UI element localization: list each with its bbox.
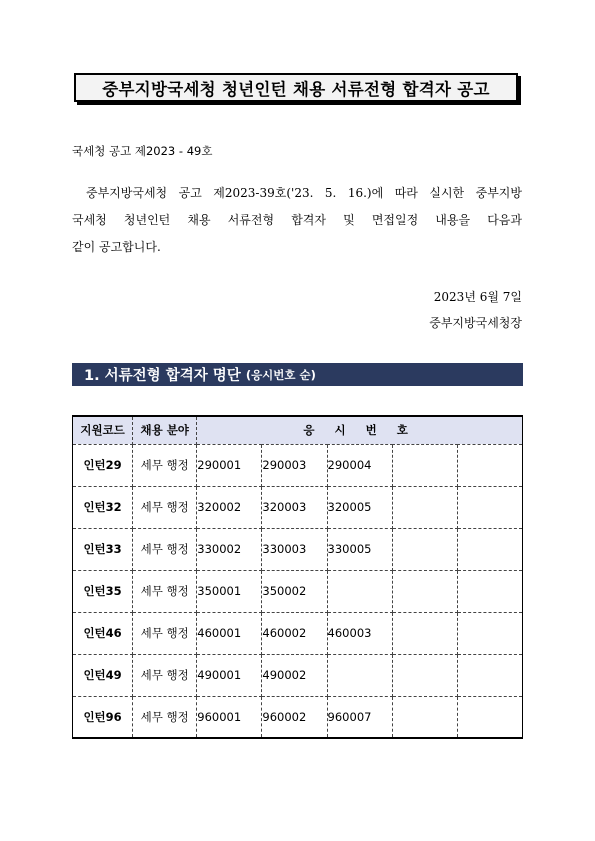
applicant-number: 960001 xyxy=(197,696,262,738)
recruit-field: 세무 행정 xyxy=(133,486,197,528)
applicant-number: 960002 xyxy=(262,696,327,738)
applicant-number: 290004 xyxy=(327,444,392,486)
applicant-number xyxy=(392,528,457,570)
recruit-field: 세무 행정 xyxy=(133,612,197,654)
header-numbers: 응 시 번 호 xyxy=(197,416,523,444)
section-header xyxy=(72,363,523,386)
section-subtitle: (응시번호 순) xyxy=(245,367,316,382)
applicant-number xyxy=(457,570,522,612)
applicant-number: 350002 xyxy=(262,570,327,612)
header-code: 지원코드 xyxy=(73,416,133,444)
body-paragraph xyxy=(72,180,522,261)
table-row xyxy=(73,444,523,486)
table-row xyxy=(73,612,523,654)
document-title: 중부지방국세청 청년인턴 채용 서류전형 합격자 공고 xyxy=(74,73,518,102)
table-row xyxy=(73,570,523,612)
applicant-table xyxy=(72,415,523,739)
applicant-number: 460001 xyxy=(197,612,262,654)
applicant-number: 490001 xyxy=(197,654,262,696)
applicant-number xyxy=(457,528,522,570)
notice-number: 국세청 공고 제2023 - 49호 xyxy=(72,144,213,158)
table-row xyxy=(73,654,523,696)
applicant-number: 460002 xyxy=(262,612,327,654)
table-row xyxy=(73,528,523,570)
table-row xyxy=(73,696,523,738)
applicant-number xyxy=(392,696,457,738)
applicant-code: 인턴32 xyxy=(73,486,133,528)
applicant-number: 330003 xyxy=(262,528,327,570)
applicant-code: 인턴96 xyxy=(73,696,133,738)
applicant-code: 인턴29 xyxy=(73,444,133,486)
recruit-field: 세무 행정 xyxy=(133,654,197,696)
recruit-field: 세무 행정 xyxy=(133,444,197,486)
applicant-number xyxy=(457,486,522,528)
body-line: 같이 공고합니다. xyxy=(72,240,161,254)
recruit-field: 세무 행정 xyxy=(133,528,197,570)
applicant-code: 인턴33 xyxy=(73,528,133,570)
applicant-code: 인턴49 xyxy=(73,654,133,696)
applicant-number: 350001 xyxy=(197,570,262,612)
applicant-number xyxy=(457,696,522,738)
body-line: 중부지방국세청 공고 제2023-39호('23. 5. 16.)에 따라 실시한 중부지방 xyxy=(86,186,522,200)
applicant-number xyxy=(457,612,522,654)
applicant-number xyxy=(392,486,457,528)
applicant-number: 290003 xyxy=(262,444,327,486)
table-header-row xyxy=(73,416,523,444)
recruit-field: 세무 행정 xyxy=(133,696,197,738)
applicant-number xyxy=(457,654,522,696)
applicant-number xyxy=(392,444,457,486)
table-row xyxy=(73,486,523,528)
applicant-number: 330005 xyxy=(327,528,392,570)
applicant-number xyxy=(392,570,457,612)
applicant-number: 320002 xyxy=(197,486,262,528)
applicant-number xyxy=(457,444,522,486)
applicant-number: 290001 xyxy=(197,444,262,486)
applicant-number: 960007 xyxy=(327,696,392,738)
applicant-code: 인턴35 xyxy=(73,570,133,612)
notice-date: 2023년 6월 7일 xyxy=(433,290,522,304)
section-title: 1. 서류전형 합격자 명단 xyxy=(84,368,241,384)
applicant-number: 490002 xyxy=(262,654,327,696)
applicant-number xyxy=(327,570,392,612)
recruit-field: 세무 행정 xyxy=(133,570,197,612)
applicant-number xyxy=(392,612,457,654)
applicant-number: 320005 xyxy=(327,486,392,528)
applicant-number: 460003 xyxy=(327,612,392,654)
body-line: 국세청 청년인턴 채용 서류전형 합격자 및 면접일정 내용을 다음과 xyxy=(72,213,522,227)
applicant-number xyxy=(327,654,392,696)
applicant-code: 인턴46 xyxy=(73,612,133,654)
applicant-number: 320003 xyxy=(262,486,327,528)
applicant-number xyxy=(392,654,457,696)
applicant-number: 330002 xyxy=(197,528,262,570)
header-field: 채용 분야 xyxy=(133,416,197,444)
issuer-name: 중부지방국세청장 xyxy=(429,316,522,330)
